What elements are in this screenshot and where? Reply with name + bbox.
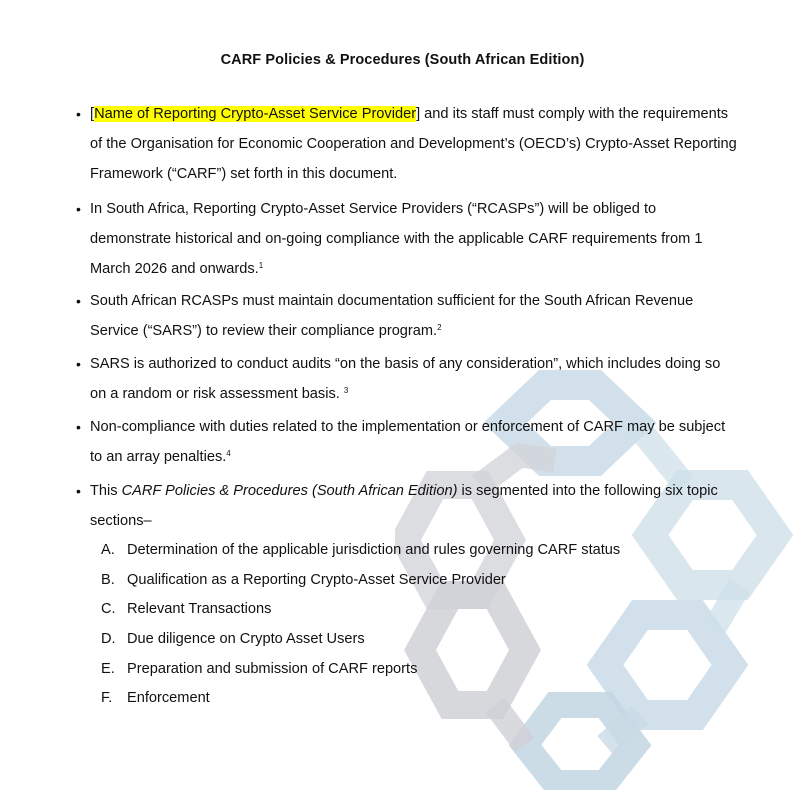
bullet-icon: • <box>76 419 81 435</box>
footnote-marker[interactable]: 1 <box>258 261 264 270</box>
list-item <box>76 412 740 472</box>
section-letter: F. <box>101 690 113 706</box>
section-letter: E. <box>101 661 115 677</box>
section-text: Determination of the applicable jurisdiction and rules governing CARF status <box>127 542 621 558</box>
section-item <box>0 535 700 565</box>
section-item <box>0 565 700 595</box>
bullet-text: South African RCASPs must maintain documentation sufficient for the South African Revenue Service (“SARS”) to review their compliance program. <box>90 293 694 339</box>
bullet-text: SARS is authorized to conduct audits “on the basis of any consideration”, which includes doing so on a random or risk assessment basis. <box>90 356 721 402</box>
bullet-text: This <box>90 483 122 499</box>
highlighted-placeholder: Name of Reporting Crypto-Asset Service Provider <box>94 106 417 122</box>
list-item <box>76 349 740 409</box>
footnote-marker[interactable]: 4 <box>226 449 231 458</box>
list-item <box>76 286 740 346</box>
section-item <box>0 594 700 624</box>
bullet-icon: • <box>76 106 81 122</box>
list-item <box>76 194 740 284</box>
section-text: Enforcement <box>127 690 210 706</box>
document-title-reference: CARF Policies & Procedures (South African Edition) <box>121 483 458 499</box>
bullet-text: is segmented into the following six topic sections– <box>90 483 718 529</box>
page-title: CARF Policies & Procedures (South African Edition) <box>220 52 585 68</box>
bullet-text: Non-compliance with duties related to the implementation or enforcement of CARF may be subject to an array penalties. <box>90 419 726 465</box>
section-letter: B. <box>101 572 115 588</box>
footnote-marker[interactable]: 3 <box>343 386 349 395</box>
footnote-marker[interactable]: 2 <box>437 323 442 332</box>
section-item <box>0 654 700 684</box>
section-text: Qualification as a Reporting Crypto-Asset Service Provider <box>127 572 506 588</box>
section-letter: D. <box>101 631 116 647</box>
section-text: Due diligence on Crypto Asset Users <box>127 631 365 647</box>
bullet-text: ] and its staff must comply with the requirements of the Organisation for Economic Cooperation and Development’s (OECD’s) Crypto-Asset Reporting Framework (“CARF”) set forth in this document. <box>90 106 737 182</box>
section-text: Preparation and submission of CARF reports <box>127 661 418 677</box>
list-item: • [Name of Reporting Crypto-Asset Service Provider] and its staff must comply with the requirements of the Organisation for Economic Cooperation and Development’s (OECD’s) Crypto-Asset Reporting Framework (“CARF”) set forth in this document. <box>90 99 740 189</box>
bullet-text: In South Africa, Reporting Crypto-Asset Service Providers (“RCASPs”) will be obliged to demonstrate historical and on-going compliance with the applicable CARF requirements from 1 March 2026 and onwards. <box>90 201 703 277</box>
section-text: Relevant Transactions <box>127 601 272 617</box>
bullet-icon: • <box>76 356 81 372</box>
bullet-icon: • <box>76 201 81 217</box>
section-letter: A. <box>101 542 115 558</box>
section-letter: C. <box>101 601 116 617</box>
bullet-icon: • <box>76 483 81 499</box>
list-item <box>76 476 740 536</box>
section-item <box>0 624 700 654</box>
bullet-icon: • <box>76 293 81 309</box>
section-item <box>0 683 700 713</box>
